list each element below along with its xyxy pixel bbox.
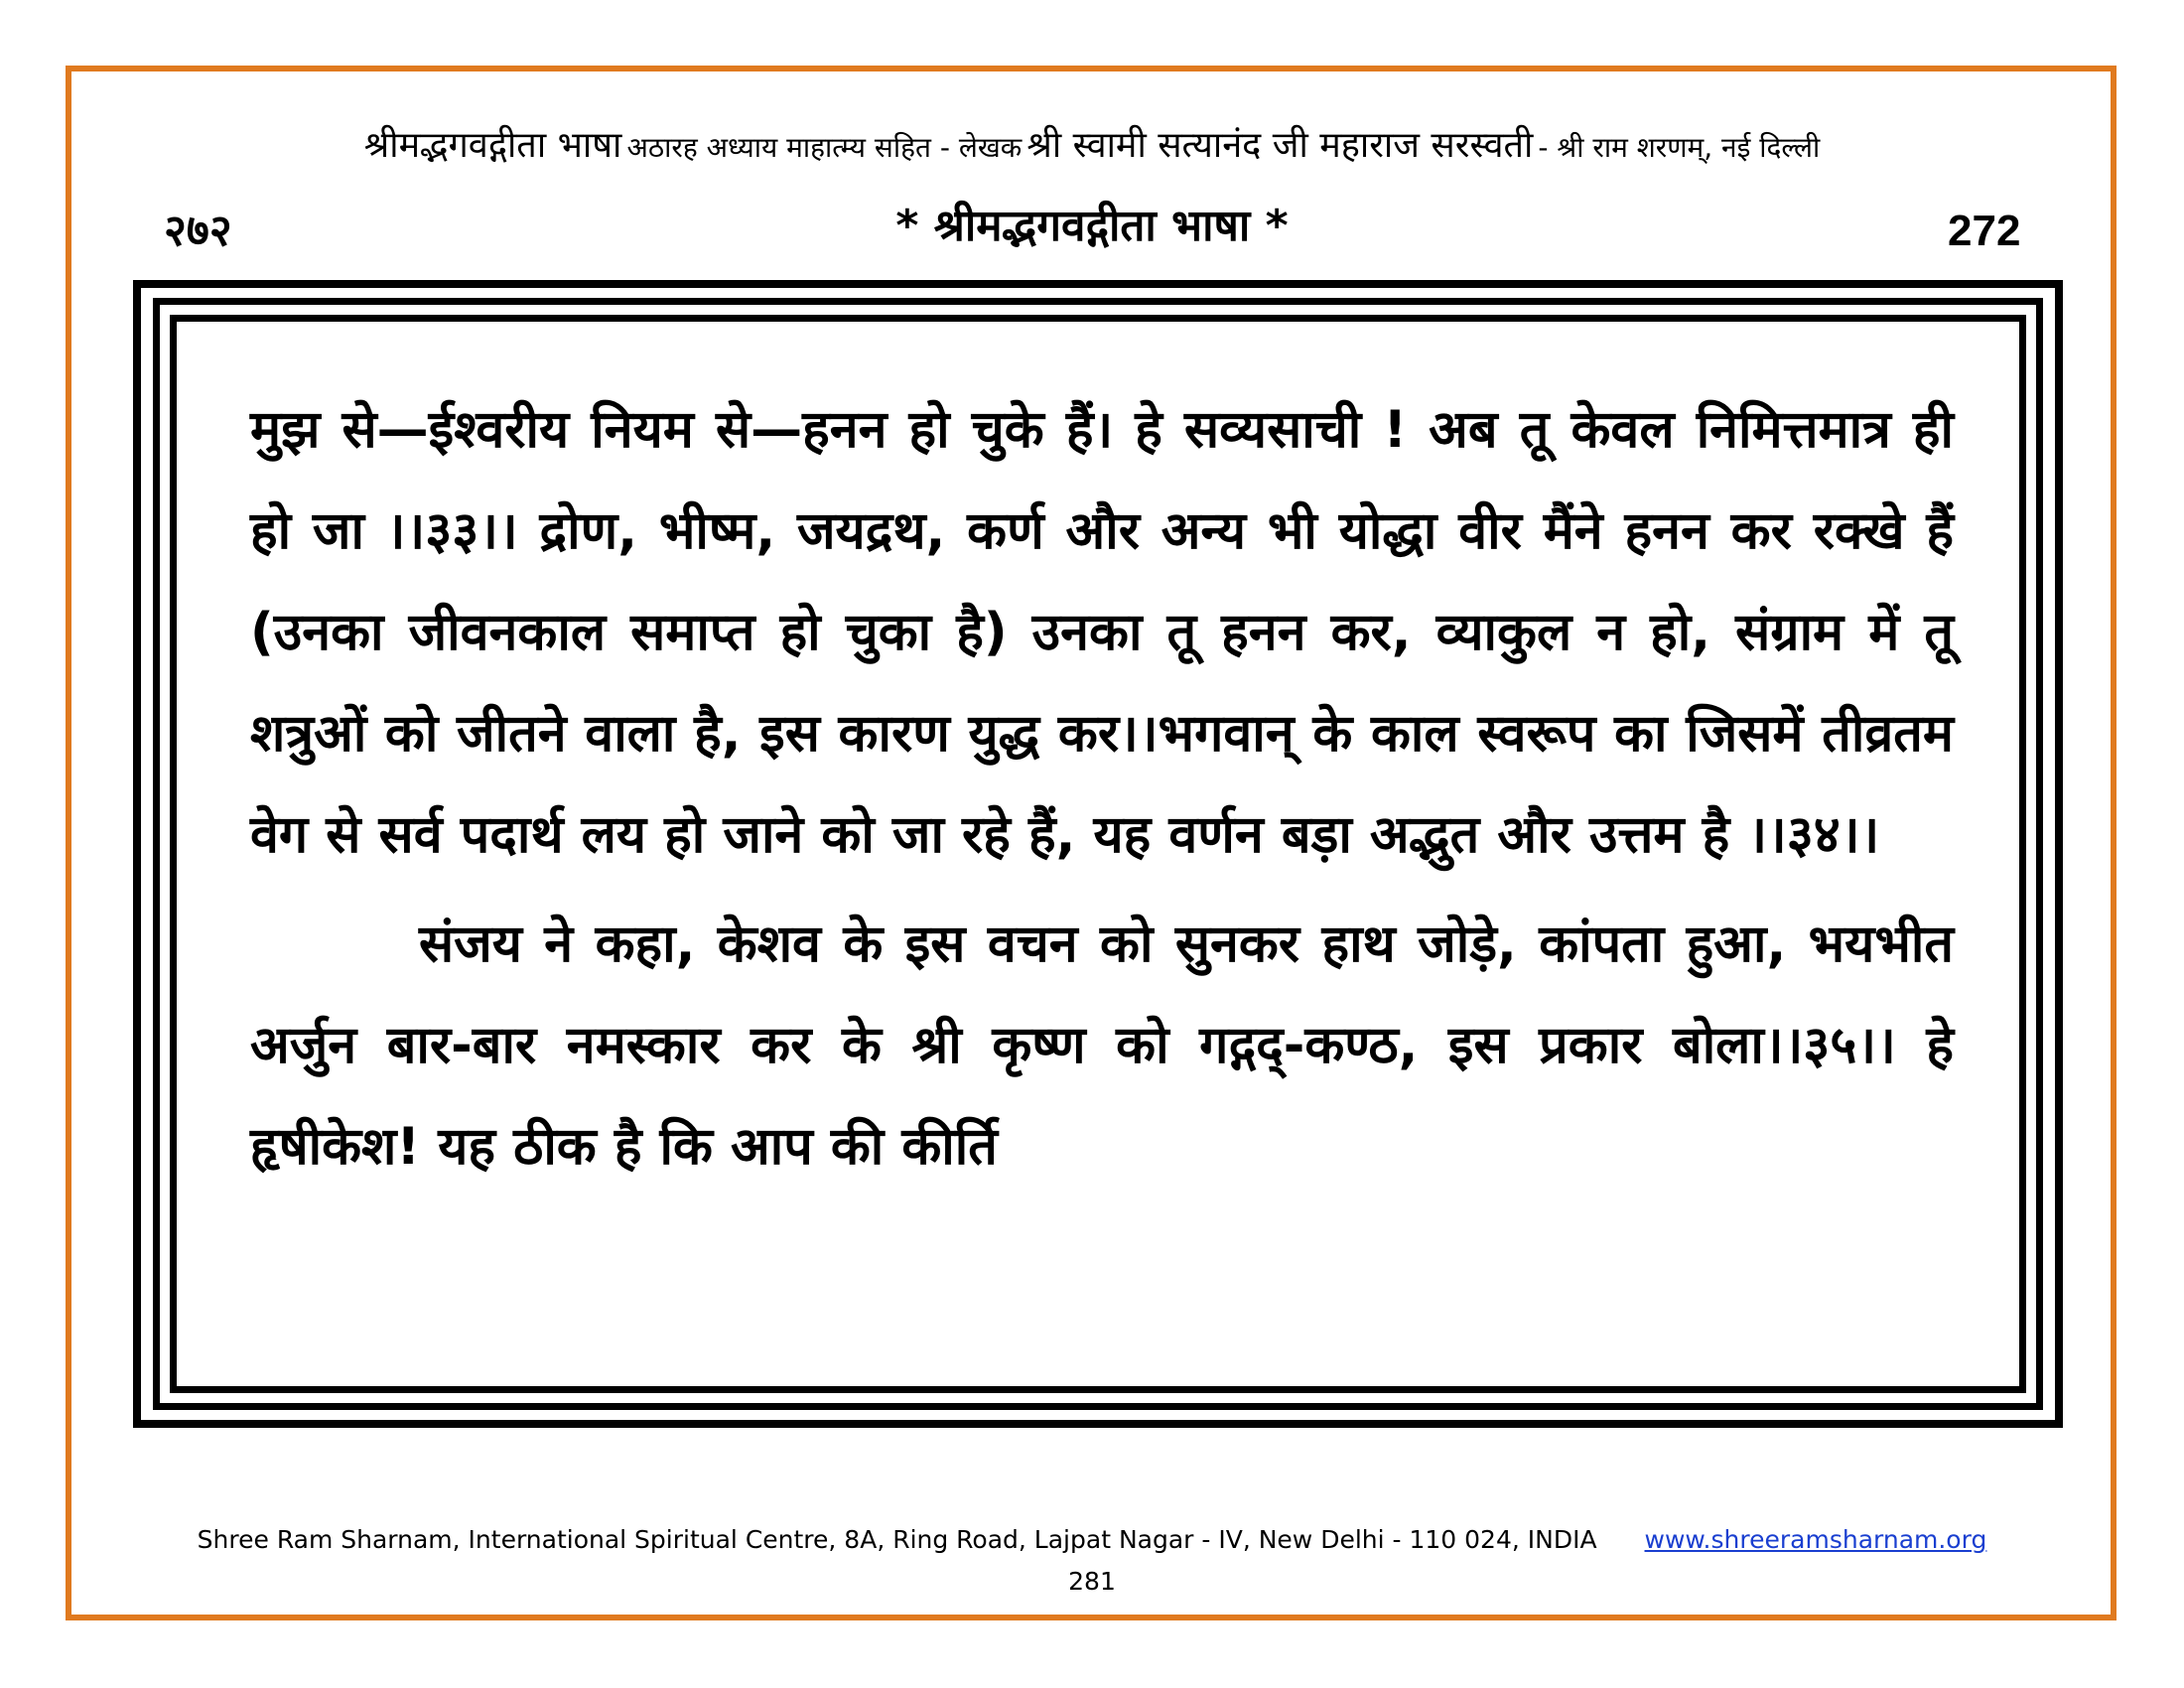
header-publisher: - श्री राम शरणम्, नई दिल्ली (1538, 131, 1821, 164)
footer (0, 1525, 2184, 1554)
footer-page-number: 281 (1068, 1567, 1116, 1596)
website-link[interactable]: www.shreeramsharnam.org (1644, 1525, 1987, 1554)
document-header (0, 119, 2184, 168)
text-frame (133, 280, 2063, 1428)
text-frame-middle-border (153, 298, 2043, 1410)
paragraph: संजय ने कहा, केशव के इस वचन को सुनकर हाथ जोड़े, कांपता हुआ, भयभीत अर्जुन बार-बार नमस्कार कर के श्री कृष्ण को गद्गद्-कण्ठ, इस प्रकार बोला।।३५।। हे हृषीकेश! यह ठीक है कि आप की कीर्ति (250, 914, 1954, 1177)
paragraph: मुझ से—ईश्वरीय नियम से—हनन हो चुके हैं। हे सव्यसाची ! अब तू केवल निमित्तमात्र ही हो जा ।।३३।। द्रोण, भीष्म, जयद्रथ, कर्ण और अन्य भी योद्धा वीर मैंने हनन कर रक्खे हैं (उनका जीवनकाल समाप्त हो चुका है) उनका तू हनन कर, व्याकुल न हो, संग्राम में तू शत्रुओं को जीतने वाला है, इस कारण युद्ध कर।।भगवान् के काल स्वरूप का जिसमें तीव्रतम वेग से सर्व पदार्थ लय हो जाने को जा रहे हैं, यह वर्णन बड़ा अद्भुत और उत्तम है ।।३४।। (250, 400, 1954, 865)
page-number-devanagari: २७२ (164, 206, 232, 256)
text-frame-inner-border (170, 315, 2026, 1393)
header-title: श्रीमद्भगवद्गीता भाषा (363, 125, 622, 166)
header-subtitle: अठारह अध्याय माहात्म्य सहित - लेखक (626, 131, 1023, 164)
scripture-text (250, 379, 1954, 1197)
page-title: * श्रीमद्भगवद्गीता भाषा * (895, 201, 1289, 251)
header-author: श्री स्वामी सत्यानंद जी महाराज सरस्वती (1026, 125, 1534, 166)
footer-address: Shree Ram Sharnam, International Spiritual Centre, 8A, Ring Road, Lajpat Nagar - IV, New Delhi - 110 024, INDIA (197, 1525, 1597, 1554)
page-number-latin: 272 (1948, 207, 2021, 255)
